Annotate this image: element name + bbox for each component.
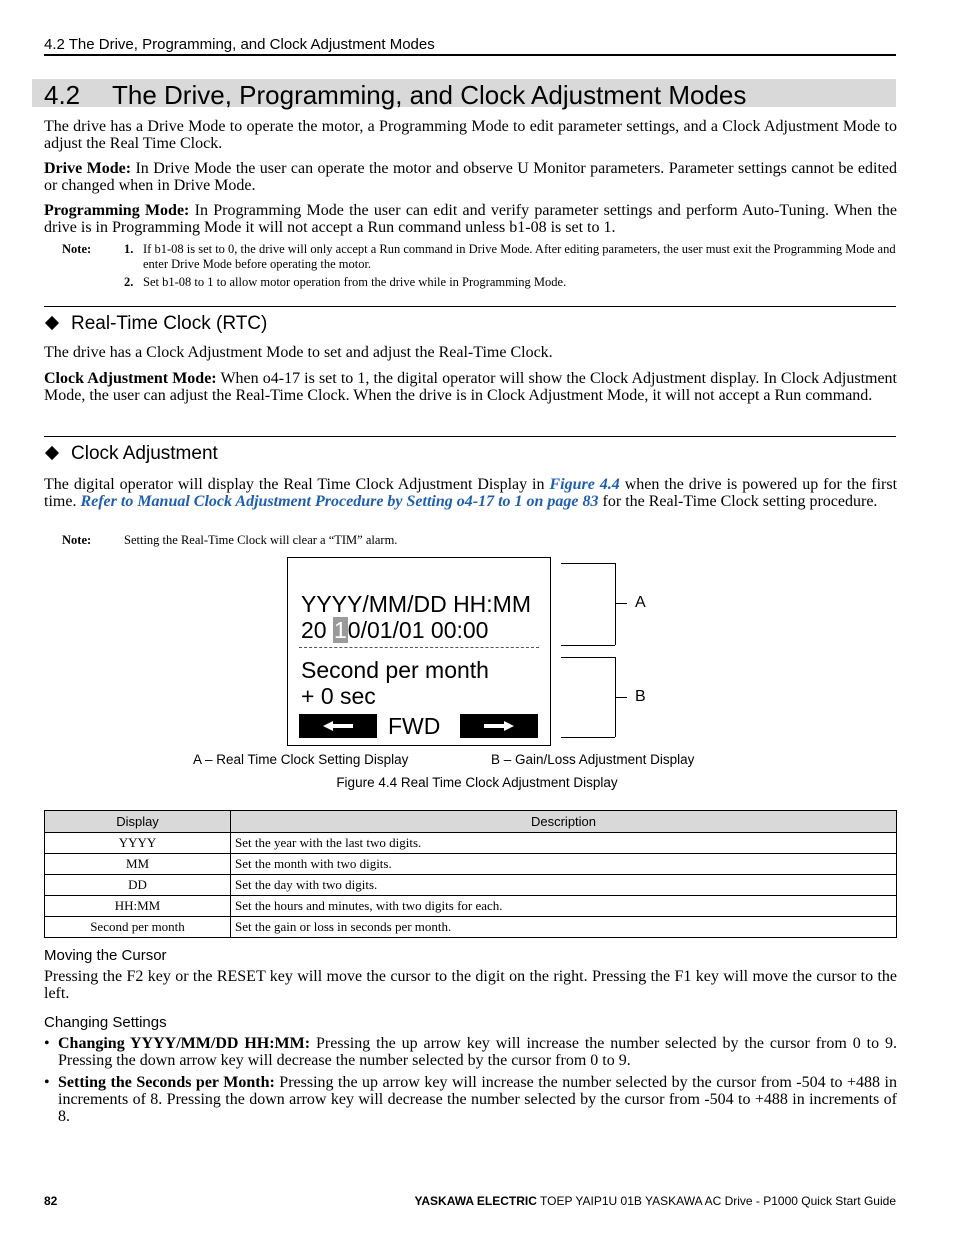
caption-b: B – Gain/Loss Adjustment Display (491, 752, 695, 767)
note-label: Note: (62, 242, 92, 256)
table-cell-display: DD (45, 875, 231, 896)
clock-adjustment-paragraph (44, 476, 897, 510)
bullet-label: Changing YYYY/MM/DD HH:MM: (58, 1035, 311, 1052)
note-text: Set b1-08 to 1 to allow motor operation from the drive while in Programming Mode. (143, 275, 567, 289)
section-title (44, 78, 746, 112)
bullet-body: Pressing the up arrow key will increase the number selected by the cursor from 0 to 9. Pressing the down arrow key will decrease the number selected by the cursor from 0 to 9. (58, 1035, 897, 1069)
lcd-date-prefix: 20 (301, 617, 327, 643)
table-cell-description: Set the day with two digits. (231, 875, 897, 896)
clock-adjustment-mode-paragraph (44, 370, 897, 404)
bullet-dot-icon: • (44, 1035, 50, 1052)
lcd-gain-value: + 0 sec (301, 683, 376, 709)
right-arrow-icon (460, 714, 538, 738)
clock-adjustment-mode-label: Clock Adjustment Mode: (44, 370, 217, 387)
lcd-date-line (301, 617, 488, 643)
clock-adjustment-mode-text: When o4-17 is set to 1, the digital operator will show the Clock Adjustment display. In Clock Adjustment Mode, the user can adjust the Real-Time Clock. When the drive is in Clock Adjustment Mode, it will not accept a Run command. (44, 370, 898, 404)
table-cell-description: Set the hours and minutes, with two digits for each. (231, 896, 897, 917)
table-row (45, 896, 897, 917)
bracket-a-tick (615, 603, 627, 604)
table-row (45, 875, 897, 896)
diamond-bullet-icon (45, 316, 59, 330)
drive-mode-label: Drive Mode: (44, 160, 132, 177)
lcd-divider (299, 647, 539, 648)
lcd-cursor-digit: 1 (333, 617, 347, 643)
moving-cursor-paragraph: Pressing the F2 key or the RESET key will move the cursor to the digit on the right. Pressing the F1 key will move the cursor to the left. (44, 968, 897, 1002)
programming-mode-label: Programming Mode: (44, 202, 190, 219)
table-cell-description: Set the gain or loss in seconds per month. (231, 917, 897, 938)
lcd-date-suffix: 0/01/01 00:00 (347, 617, 489, 643)
page-number: 82 (44, 1194, 58, 1208)
figure-4-4-link[interactable]: Figure 4.4 (549, 476, 620, 493)
column-header-display: Display (45, 811, 231, 833)
manual-clock-adjustment-link[interactable]: Refer to Manual Clock Adjustment Procedure by Setting o4-17 to 1 on page 83 (80, 493, 599, 510)
bracket-a-side (615, 563, 616, 645)
caption-a: A – Real Time Clock Setting Display (193, 752, 409, 767)
drive-mode-text: In Drive Mode the user can operate the motor and observe U Monitor parameters. Parameter settings cannot be edited or changed when in Drive Mode. (44, 160, 897, 194)
programming-mode-text: In Programming Mode the user can edit and verify parameter settings and perform Auto-Tuning. When the drive is in Programming Mode it will not accept a Run command unless b1-08 is set to 1. (44, 202, 898, 236)
rtc-paragraph: The drive has a Clock Adjustment Mode to set and adjust the Real-Time Clock. (44, 344, 553, 361)
bracket-a-top (561, 563, 615, 564)
diamond-bullet-icon (45, 446, 59, 460)
table-cell-display: YYYY (45, 833, 231, 854)
bullet-body: Pressing the up arrow key will increase the number selected by the cursor from -504 to +488 in increments of 8. Pressing the down arrow key will decrease the number selected by the cursor from -504 to +488 in increments of 8. (58, 1074, 897, 1125)
column-header-description: Description (231, 811, 897, 833)
lcd-fwd-label: FWD (388, 713, 441, 739)
figure-title: Figure 4.4 Real Time Clock Adjustment Display (336, 775, 618, 790)
paragraph-text: for the Real-Time Clock setting procedure. (598, 493, 878, 510)
footer-doc-info (414, 1194, 896, 1208)
clock-adjustment-heading-text: Clock Adjustment (71, 443, 218, 464)
programming-mode-paragraph (44, 202, 897, 236)
paragraph-text: The digital operator will display the Real Time Clock Adjustment Display in (44, 476, 550, 493)
bracket-a-bottom (561, 645, 615, 646)
intro-paragraph: The drive has a Drive Mode to operate the motor, a Programming Mode to edit parameter settings, and a Clock Adjustment Mode to adjust the Real Time Clock. (44, 118, 897, 152)
table-row (45, 854, 897, 875)
table-cell-display: HH:MM (45, 896, 231, 917)
note-text: Setting the Real-Time Clock will clear a “TIM” alarm. (124, 533, 398, 547)
note-text: If b1-08 is set to 0, the drive will only accept a Run command in Drive Mode. After editing parameters, the user must exit the Programming Mode and enter Drive Mode before operating the motor. (143, 242, 896, 271)
subsection-rule (44, 306, 896, 307)
table-cell-display: Second per month (45, 917, 231, 938)
table-row (45, 833, 897, 854)
bullet-label: Setting the Seconds per Month: (58, 1074, 275, 1091)
note-number: 2. (124, 275, 134, 289)
table-cell-description: Set the year with the last two digits. (231, 833, 897, 854)
bracket-b-top (561, 657, 615, 658)
drive-mode-paragraph (44, 160, 897, 194)
table-cell-description: Set the month with two digits. (231, 854, 897, 875)
section-title-text: The Drive, Programming, and Clock Adjustment Modes (112, 80, 747, 110)
rtc-heading-text: Real-Time Clock (RTC) (71, 313, 268, 334)
display-description-table (44, 810, 897, 938)
table-row (45, 917, 897, 938)
lcd-gain-label: Second per month (301, 657, 489, 683)
bracket-b-tick (615, 697, 627, 698)
bracket-label-a: A (635, 594, 646, 611)
table-cell-display: MM (45, 854, 231, 875)
header-rule (44, 54, 896, 56)
clock-adjustment-heading (44, 443, 218, 465)
bullet-dot-icon: • (44, 1074, 50, 1091)
subsection-rule (44, 436, 896, 437)
footer-doc-title: TOEP YAIP1U 01B YASKAWA AC Drive - P1000 Quick Start Guide (536, 1194, 896, 1208)
running-header: 4.2 The Drive, Programming, and Clock Adjustment Modes (44, 36, 435, 53)
lcd-format-line: YYYY/MM/DD HH:MM (301, 591, 531, 617)
left-arrow-key (299, 714, 377, 738)
note-number: 1. (124, 242, 134, 256)
bracket-label-b: B (635, 688, 646, 705)
bullet-text (58, 1035, 897, 1069)
changing-settings-heading: Changing Settings (44, 1014, 167, 1031)
note-label: Note: (62, 533, 92, 547)
bracket-b-bottom (561, 737, 615, 738)
left-arrow-icon (299, 714, 377, 738)
section-number: 4.2 (44, 80, 81, 110)
right-arrow-key (460, 714, 538, 738)
rtc-heading (44, 313, 267, 335)
paragraph-text: when the drive is powered up for the first time. (44, 476, 898, 510)
bullet-text (58, 1074, 897, 1125)
table-header-row (45, 811, 897, 833)
footer-brand: YASKAWA ELECTRIC (414, 1194, 537, 1208)
moving-cursor-heading: Moving the Cursor (44, 947, 167, 964)
